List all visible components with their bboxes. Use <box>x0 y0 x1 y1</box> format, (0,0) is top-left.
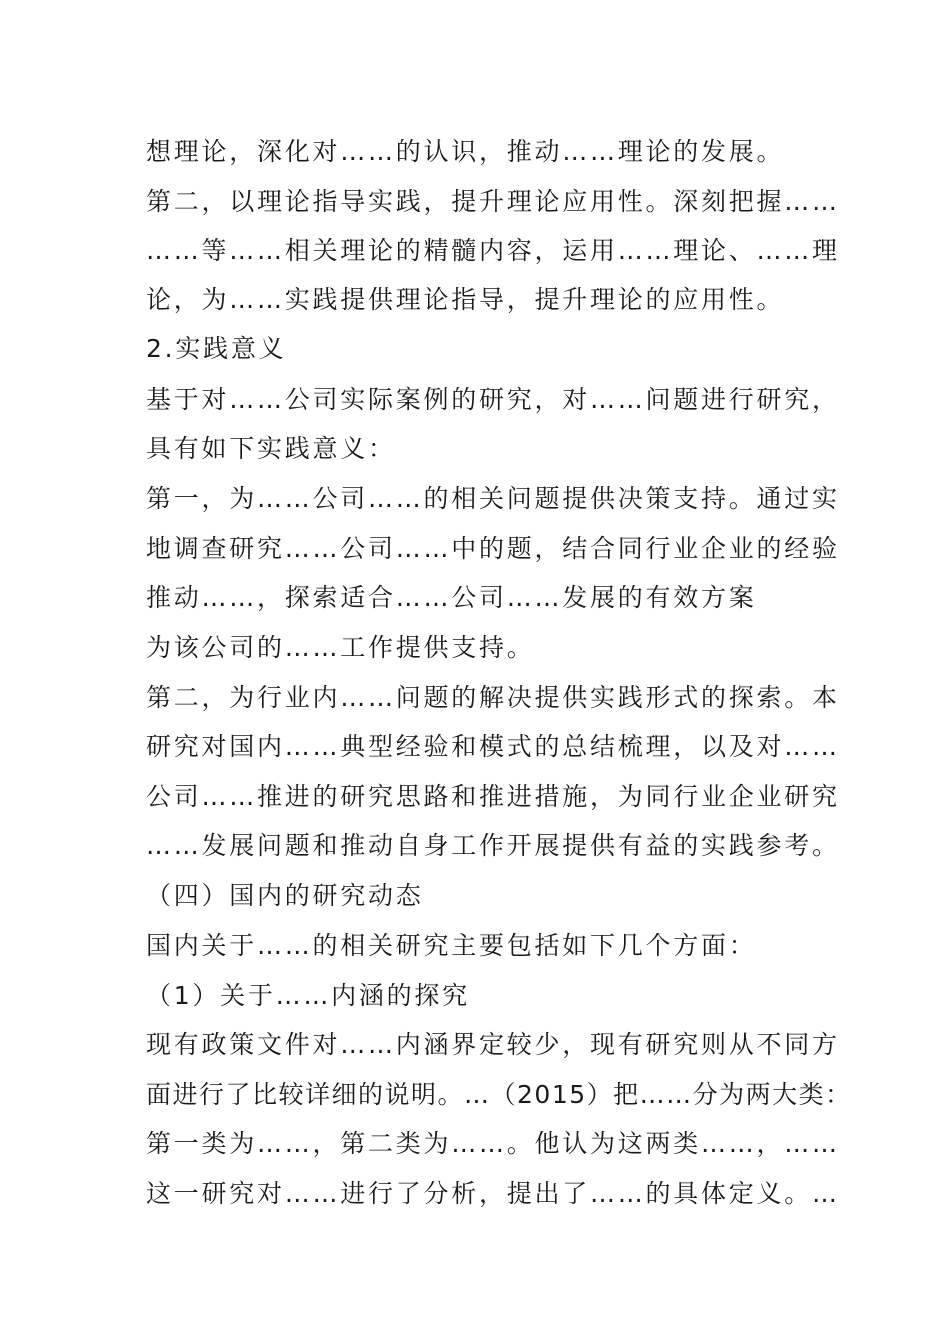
paragraph-line: 现有政策文件对……内涵界定较少，现有研究则从不同方 <box>146 1030 840 1059</box>
paragraph-line: 这一研究对……进行了分析，提出了……的具体定义。… <box>146 1179 840 1208</box>
paragraph-line: 论，为……实践提供理论指导，提升理论的应用性。 <box>146 285 785 314</box>
subsection-heading: （1）关于……内涵的探究 <box>146 981 470 1010</box>
paragraph-line: ……发展问题和推动自身工作开展提供有益的实践参考。 <box>146 831 840 860</box>
section-heading: （四）国内的研究动态 <box>146 881 424 910</box>
section-heading: 2.实践意义 <box>146 334 287 363</box>
paragraph-line: 公司……推进的研究思路和推进措施，为同行业企业研究 <box>146 782 840 811</box>
paragraph-line: 想理论，深化对……的认识，推动……理论的发展。 <box>146 137 785 166</box>
paragraph-line: 第二，为行业内……问题的解决提供实践形式的探索。本 <box>146 683 840 712</box>
paragraph-line: 国内关于……的相关研究主要包括如下几个方面： <box>146 931 757 960</box>
paragraph-line: ……等……相关理论的精髓内容，运用……理论、……理 <box>146 236 840 265</box>
paragraph-line: 基于对……公司实际案例的研究，对……问题进行研究， <box>146 385 840 414</box>
paragraph-line: 第一类为……，第二类为……。他认为这两类……，…… <box>146 1129 840 1158</box>
paragraph-line: 第二，以理论指导实践，提升理论应用性。深刻把握…… <box>146 187 840 216</box>
paragraph-line: 地调查研究……公司……中的题，结合同行业企业的经验 <box>146 534 840 563</box>
paragraph-line: 第一，为……公司……的相关问题提供决策支持。通过实 <box>146 484 840 513</box>
paragraph-line: 面进行了比较详细的说明。…（2015）把……分为两大类： <box>146 1080 852 1109</box>
paragraph-line: 研究对国内……典型经验和模式的总结梳理，以及对…… <box>146 732 840 761</box>
paragraph-line: 具有如下实践意义： <box>146 434 396 463</box>
paragraph-line: 为该公司的……工作提供支持。 <box>146 633 535 662</box>
paragraph-line: 推动……，探索适合……公司……发展的有效方案 <box>146 583 757 612</box>
